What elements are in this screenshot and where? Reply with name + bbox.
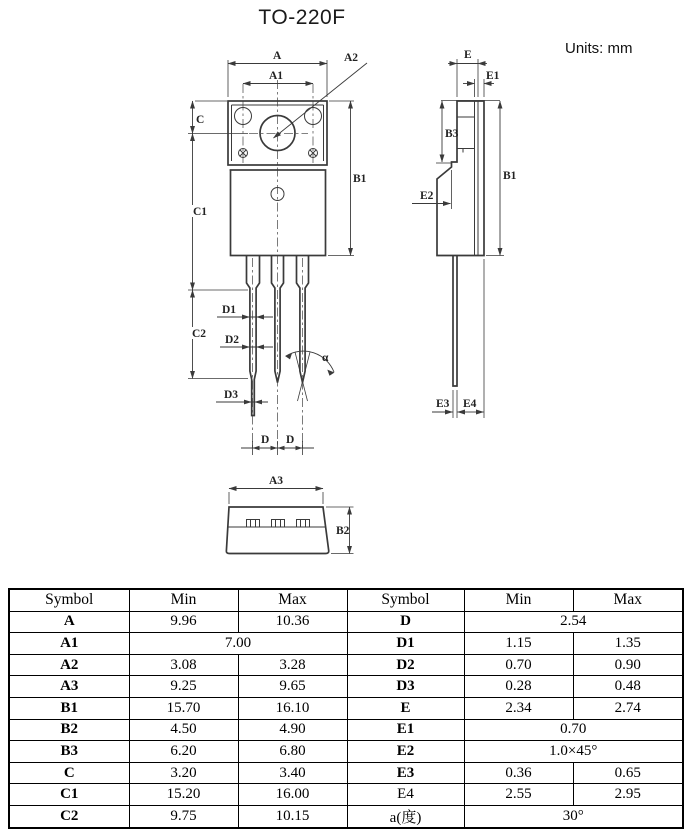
- table-cell: D2: [347, 654, 464, 676]
- table-cell: B1: [9, 697, 129, 719]
- dim-D3: [216, 389, 268, 402]
- table-cell: D3: [347, 676, 464, 698]
- package-side-outline: [437, 101, 500, 387]
- table-cell: 15.20: [129, 784, 238, 806]
- table-cell: 3.20: [129, 762, 238, 784]
- table-row: [9, 719, 683, 741]
- table-cell: 3.28: [238, 654, 347, 676]
- table-cell: 9.75: [129, 805, 238, 828]
- table-header-cell: Min: [464, 589, 573, 611]
- dim-E2: [412, 170, 452, 209]
- table-header-cell: Symbol: [9, 589, 129, 611]
- dim-label-c1: C1: [193, 206, 208, 218]
- dim-label-b2: B2: [336, 525, 350, 537]
- table-cell: 6.20: [129, 741, 238, 763]
- table-row: [9, 611, 683, 633]
- dim-A1: [243, 70, 313, 84]
- table-cell: A1: [9, 633, 129, 655]
- table-cell: 30°: [464, 805, 683, 828]
- dim-label-c: C: [196, 114, 205, 126]
- table-cell: 0.48: [573, 676, 683, 698]
- dim-alpha: [285, 351, 335, 401]
- table-cell: 2.74: [573, 697, 683, 719]
- lead-cross-sections: [247, 520, 310, 528]
- dim-label-d3: D3: [224, 389, 239, 401]
- table-cell: 1.35: [573, 633, 683, 655]
- dim-label-d-right: D: [286, 434, 295, 446]
- dim-label-e3: E3: [436, 398, 450, 410]
- table-cell: B3: [9, 741, 129, 763]
- dim-E3-E4: [432, 259, 484, 418]
- table-row: [9, 633, 683, 655]
- table-cell: 3.08: [129, 654, 238, 676]
- dim-label-b3: B3: [445, 128, 459, 140]
- table-cell: 0.36: [464, 762, 573, 784]
- table-cell: 2.55: [464, 784, 573, 806]
- table-row: [9, 741, 683, 763]
- dimensions-table: [8, 588, 684, 829]
- dim-E: [448, 49, 487, 97]
- table-cell: 0.28: [464, 676, 573, 698]
- side-view: [412, 49, 517, 418]
- table-row: [9, 676, 683, 698]
- table-cell: B2: [9, 719, 129, 741]
- dim-label-alpha: α: [322, 352, 329, 364]
- table-cell: 0.70: [464, 719, 683, 741]
- dim-label-a3: A3: [269, 475, 284, 487]
- dim-B1-front: [328, 101, 367, 256]
- table-cell: C2: [9, 805, 129, 828]
- dim-label-d2: D2: [225, 334, 240, 346]
- table-cell: 15.70: [129, 697, 238, 719]
- table-cell: C: [9, 762, 129, 784]
- dim-C: [188, 101, 248, 134]
- dim-label-e4: E4: [463, 398, 477, 410]
- table-header-row: [9, 589, 683, 611]
- table-header-cell: Min: [129, 589, 238, 611]
- dim-label-b1-front: B1: [353, 173, 367, 185]
- dimensions-table-head: [9, 589, 683, 611]
- dim-C1: [188, 134, 248, 291]
- table-cell: E3: [347, 762, 464, 784]
- table-cell: E: [347, 697, 464, 719]
- dim-B1-side: [486, 101, 517, 256]
- table-cell: 1.0×45°: [464, 741, 683, 763]
- table-cell: 1.15: [464, 633, 573, 655]
- bottom-view: [226, 475, 353, 554]
- table-cell: 7.00: [129, 633, 347, 655]
- front-view: [188, 50, 367, 455]
- dim-label-e1: E1: [486, 70, 500, 82]
- dim-A2: [274, 52, 368, 138]
- table-row: [9, 784, 683, 806]
- table-cell: 4.50: [129, 719, 238, 741]
- table-cell: 3.40: [238, 762, 347, 784]
- table-cell: A2: [9, 654, 129, 676]
- table-cell: A3: [9, 676, 129, 698]
- table-cell: A: [9, 611, 129, 633]
- table-cell: 10.15: [238, 805, 347, 828]
- table-cell: a(度): [347, 805, 464, 828]
- table-cell: D: [347, 611, 464, 633]
- dim-label-a: A: [273, 50, 282, 62]
- table-cell: 2.95: [573, 784, 683, 806]
- table-cell: E2: [347, 741, 464, 763]
- table-cell: 0.70: [464, 654, 573, 676]
- table-cell: 2.34: [464, 697, 573, 719]
- table-cell: 16.10: [238, 697, 347, 719]
- package-bottom-outline: [226, 507, 328, 554]
- table-cell: D1: [347, 633, 464, 655]
- dim-label-a2: A2: [344, 52, 359, 64]
- table-row: [9, 805, 683, 828]
- dim-label-c2: C2: [192, 328, 207, 340]
- table-cell: 9.96: [129, 611, 238, 633]
- dim-label-e2: E2: [420, 190, 434, 202]
- table-cell: 4.90: [238, 719, 347, 741]
- table-cell: E4: [347, 784, 464, 806]
- dim-label-a1: A1: [269, 70, 284, 82]
- table-header-cell: Max: [238, 589, 347, 611]
- table-cell: 16.00: [238, 784, 347, 806]
- dim-label-b1-side: B1: [503, 170, 517, 182]
- dim-D1: [217, 304, 273, 317]
- table-header-cell: Symbol: [347, 589, 464, 611]
- dim-label-d1: D1: [222, 304, 237, 316]
- dim-D2: [220, 334, 273, 347]
- dim-A3: [229, 475, 323, 504]
- table-row: [9, 697, 683, 719]
- units-label: Units: mm: [565, 40, 633, 57]
- table-row: [9, 654, 683, 676]
- table-cell: C1: [9, 784, 129, 806]
- side-lead: [453, 256, 457, 387]
- table-cell: 0.90: [573, 654, 683, 676]
- table-cell: 10.36: [238, 611, 347, 633]
- page-title: TO-220F: [258, 6, 346, 29]
- dim-B2: [326, 507, 354, 554]
- dim-B3: [436, 101, 459, 163]
- table-cell: 6.80: [238, 741, 347, 763]
- table-cell: 9.65: [238, 676, 347, 698]
- table-cell: E1: [347, 719, 464, 741]
- table-cell: 2.54: [464, 611, 683, 633]
- table-header-cell: Max: [573, 589, 683, 611]
- dimensions-table-body: [9, 611, 683, 828]
- table-cell: 0.65: [573, 762, 683, 784]
- dim-label-d-left: D: [261, 434, 270, 446]
- dim-label-e: E: [464, 49, 472, 61]
- table-cell: 9.25: [129, 676, 238, 698]
- table-row: [9, 762, 683, 784]
- dim-E1: [463, 70, 500, 97]
